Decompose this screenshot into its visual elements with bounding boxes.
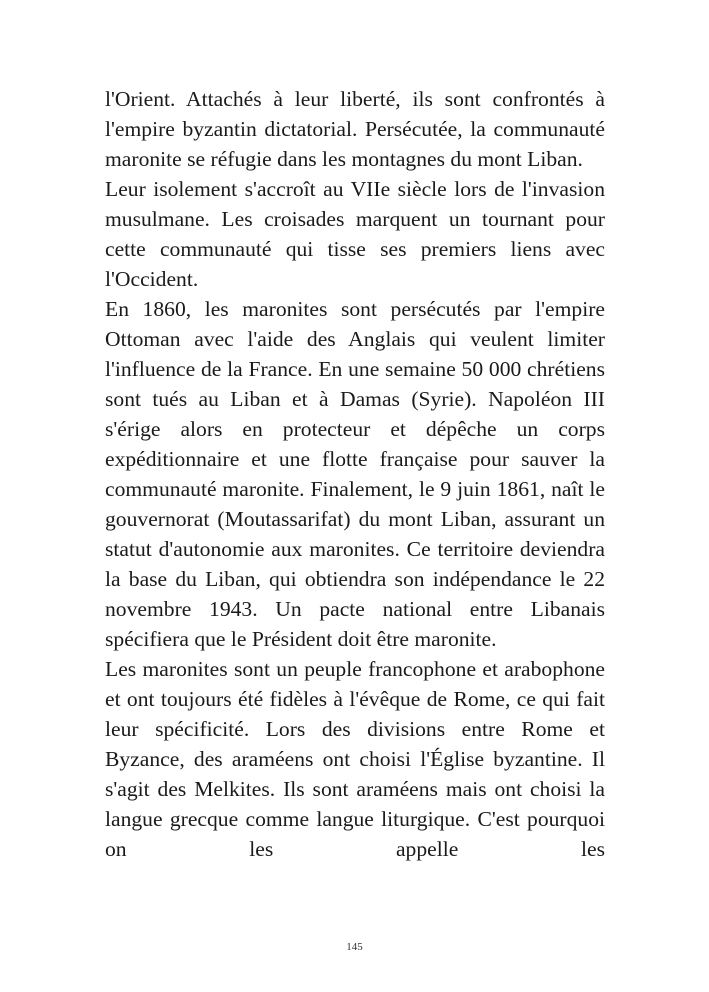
paragraph-orient: l'Orient. Attachés à leur liberté, ils sont confrontés à l'empire byzantin dictatorial. Persécutée, la communauté maronite se réfugie dans les montagnes du mont Liban.	[105, 87, 605, 171]
paragraph-1860: En 1860, les maronites sont persécutés par l'empire Ottoman avec l'aide des Anglais qui veulent limiter l'influence de la France. En une semaine 50 000 chrétiens sont tués au Liban et à Damas (Syrie). Napoléon III s'érige alors en protecteur et dépêche un corps expéditionnaire et une flotte française pour sauver la communauté maronite. Finalement, le 9 juin 1861, naît le gouvernorat (Moutassarifat) du mont Liban, assurant un statut d'autonomie aux maronites. Ce territoire deviendra la base du Liban, qui obtiendra son indépendance le 22 novembre 1943. Un pacte national entre Libanais spécifiera que le Président doit être maronite.	[105, 297, 605, 651]
paragraph-francophones: Les maronites sont un peuple francophone et arabophone et ont toujours été fidèles à l'évêque de Rome, ce qui fait leur spécificité. Lors des divisions entre Rome et Byzance, des araméens ont choisi l'Église byzantine. Il s'agit des Melkites. Ils sont araméens mais ont choisi la langue grecque comme langue liturgique. C'est pourquoi on les appelle les	[105, 657, 605, 861]
page-number: 145	[346, 941, 363, 953]
paragraph-isolement: Leur isolement s'accroît au VIIe siècle lors de l'invasion musulmane. Les croisades marquent un tournant pour cette communauté qui tisse ses premiers liens avec l'Occident.	[105, 177, 605, 291]
body-text	[105, 84, 605, 864]
